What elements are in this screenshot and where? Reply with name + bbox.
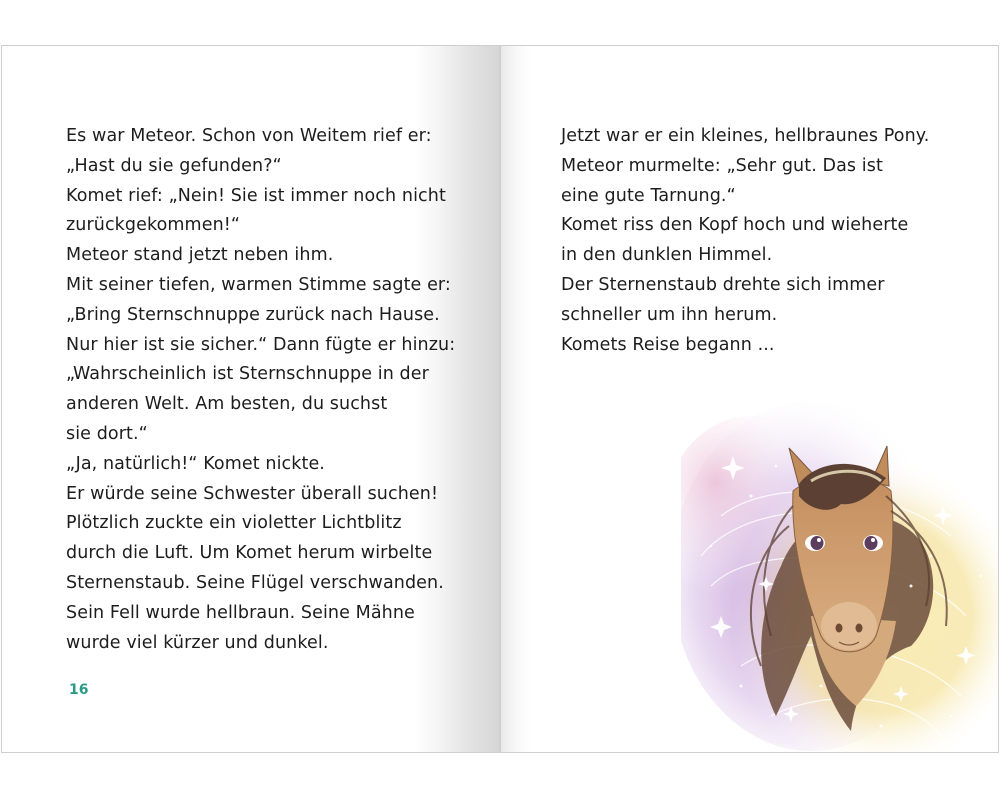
text-line: Komet rief: „Nein! Sie ist immer noch nicht — [66, 185, 446, 206]
left-page-text — [66, 122, 455, 658]
text-line: Mit seiner tiefen, warmen Stimme sagte er: — [66, 274, 451, 295]
text-line: „Wahrscheinlich ist Sternschnuppe in der — [66, 364, 429, 385]
right-page — [500, 45, 999, 753]
left-page — [1, 45, 500, 753]
text-line: Plötzlich zuckte ein violetter Lichtblitz — [66, 513, 402, 534]
text-line: Der Sternenstaub drehte sich immer — [561, 274, 885, 295]
text-line: Meteor stand jetzt neben ihm. — [66, 245, 334, 266]
page-number: 16 — [69, 682, 89, 698]
text-line: Sein Fell wurde hellbraun. Seine Mähne — [66, 602, 415, 623]
text-line: Komet riss den Kopf hoch und wieherte — [561, 215, 909, 236]
text-line: „Ja, natürlich!“ Komet nickte. — [66, 453, 325, 474]
text-line: Komets Reise begann ... — [561, 334, 775, 355]
text-line: in den dunklen Himmel. — [561, 245, 773, 266]
text-line: schneller um ihn herum. — [561, 304, 778, 325]
book-spread — [0, 45, 1000, 755]
text-line: „Bring Sternschnuppe zurück nach Hause. — [66, 304, 440, 325]
text-line: durch die Luft. Um Komet herum wirbelte — [66, 543, 433, 564]
text-line: Es war Meteor. Schon von Weitem rief er: — [66, 126, 432, 146]
text-line: Nur hier ist sie sicher.“ Dann fügte er hinzu: — [66, 334, 456, 355]
text-line: Jetzt war er ein kleines, hellbraunes Pony. — [561, 126, 930, 146]
pony-illustration-icon — [681, 386, 999, 753]
text-line: Meteor murmelte: „Sehr gut. Das ist — [561, 155, 883, 176]
text-line: sie dort.“ — [66, 423, 148, 444]
text-line: Er würde seine Schwester überall suchen! — [66, 483, 439, 504]
text-line: anderen Welt. Am besten, du suchst — [66, 394, 388, 415]
text-line: eine gute Tarnung.“ — [561, 185, 736, 206]
text-line: zurückgekommen!“ — [66, 215, 241, 236]
text-line: wurde viel kürzer und dunkel. — [66, 632, 329, 653]
text-line: „Hast du sie gefunden?“ — [66, 155, 282, 176]
right-page-text — [561, 122, 929, 360]
text-line: Sternenstaub. Seine Flügel verschwanden. — [66, 572, 444, 593]
